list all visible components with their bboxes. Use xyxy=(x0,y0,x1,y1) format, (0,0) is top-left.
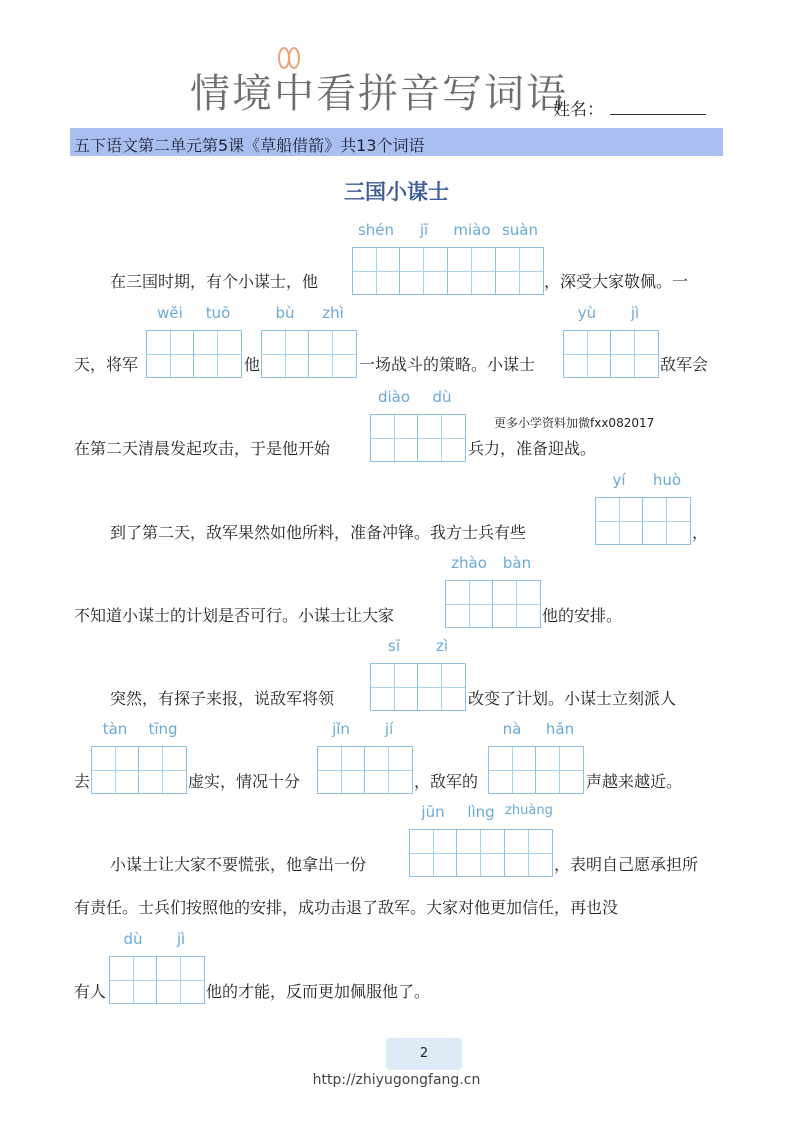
char-box[interactable] xyxy=(157,956,205,1004)
char-box[interactable] xyxy=(611,330,659,378)
text-line-8a: 小谋士让大家不要慌张，他拿出一份 xyxy=(110,855,367,874)
char-box[interactable] xyxy=(317,746,365,794)
text-line-7a: 去 xyxy=(74,772,91,791)
pinyin-row-4 xyxy=(563,304,659,322)
pinyin-row-9 xyxy=(91,720,187,738)
pinyin: jì xyxy=(630,304,640,322)
answer-grid-9[interactable] xyxy=(91,746,187,794)
char-box[interactable] xyxy=(643,497,691,545)
char-box[interactable] xyxy=(418,663,466,711)
answer-grid-6[interactable] xyxy=(595,497,691,545)
char-box[interactable] xyxy=(261,330,309,378)
text-line-2b: 他 xyxy=(244,355,261,374)
pinyin: diào xyxy=(377,388,411,406)
answer-grid-11[interactable] xyxy=(488,746,584,794)
text-line-7c: ，敌军的 xyxy=(414,772,479,791)
char-box[interactable] xyxy=(563,330,611,378)
answer-grid-13[interactable] xyxy=(109,956,205,1004)
pinyin: jì xyxy=(176,930,186,948)
pinyin: sī xyxy=(388,637,400,655)
pinyin: zhuàng xyxy=(505,803,553,818)
pinyin: zhào xyxy=(451,554,487,572)
text-line-2a: 天，将军 xyxy=(74,355,139,374)
text-line-7d: 声越来越近。 xyxy=(586,772,683,791)
pinyin: lìng xyxy=(467,803,495,821)
char-box[interactable] xyxy=(309,330,357,378)
pinyin: tīng xyxy=(148,720,178,738)
text-line-8b: ，表明自己愿承担所 xyxy=(554,855,699,874)
char-box[interactable] xyxy=(418,414,466,462)
char-box[interactable] xyxy=(365,746,413,794)
answer-grid-10[interactable] xyxy=(317,746,413,794)
pinyin: dù xyxy=(432,388,452,406)
char-box[interactable] xyxy=(505,829,553,877)
answer-grid-12[interactable] xyxy=(409,829,553,877)
answer-grid-8[interactable] xyxy=(370,663,466,711)
char-box[interactable] xyxy=(457,829,505,877)
name-field[interactable] xyxy=(610,114,706,115)
char-box[interactable] xyxy=(488,746,536,794)
pinyin: suàn xyxy=(501,221,539,239)
contact-note: 更多小学资料加微fxx082017 xyxy=(494,416,655,430)
text-line-7b: 虚实，情况十分 xyxy=(188,772,301,791)
text-line-1b: ，深受大家敬佩。一 xyxy=(544,272,689,291)
footer-url: http://zhiyugongfang.cn xyxy=(312,1072,481,1088)
char-box[interactable] xyxy=(409,829,457,877)
pinyin: yù xyxy=(577,304,597,322)
text-line-5b: 他的安排。 xyxy=(542,606,623,625)
text-line-6b: 改变了计划。小谋士立刻派人 xyxy=(468,689,677,708)
pinyin-row-8 xyxy=(370,637,466,655)
answer-grid-7[interactable] xyxy=(445,580,541,628)
pinyin: wěi xyxy=(157,304,183,322)
pinyin: shén xyxy=(357,221,395,239)
char-box[interactable] xyxy=(595,497,643,545)
pinyin: miào xyxy=(453,221,491,239)
pinyin-row-13 xyxy=(109,930,205,948)
text-line-6a: 突然，有探子来报，说敌军将领 xyxy=(110,689,335,708)
pinyin: jūn xyxy=(421,803,445,821)
char-box[interactable] xyxy=(370,663,418,711)
char-box[interactable] xyxy=(448,247,496,295)
pinyin: tuō xyxy=(205,304,231,322)
pinyin-row-11 xyxy=(488,720,584,738)
text-line-4a: 到了第二天，敌军果然如他所料，准备冲锋。我方士兵有些 xyxy=(110,523,527,542)
pinyin: tàn xyxy=(102,720,128,738)
page-title: 三国小谋士 xyxy=(344,179,449,204)
char-box[interactable] xyxy=(109,956,157,1004)
pinyin: jī xyxy=(419,221,429,239)
answer-grid-2[interactable] xyxy=(146,330,242,378)
char-box[interactable] xyxy=(139,746,187,794)
pinyin-row-5 xyxy=(370,388,466,406)
text-line-3b: 兵力，准备迎战。 xyxy=(468,439,597,458)
text-line-2c: 一场战斗的策略。小谋士 xyxy=(359,355,536,374)
pinyin-row-7 xyxy=(445,554,541,572)
text-line-1a: 在三国时期，有个小谋士，他 xyxy=(110,272,319,291)
char-box[interactable] xyxy=(493,580,541,628)
char-box[interactable] xyxy=(91,746,139,794)
rabbit-ears-icon xyxy=(272,46,306,72)
pinyin: hǎn xyxy=(545,720,575,738)
pinyin-row-10 xyxy=(317,720,413,738)
char-box[interactable] xyxy=(194,330,242,378)
pinyin: dù xyxy=(123,930,143,948)
pinyin-row-3 xyxy=(261,304,357,322)
lesson-banner-text: 五下语文第二单元第5课《草船借箭》共13个词语 xyxy=(74,136,425,155)
pinyin: huò xyxy=(652,471,682,489)
char-box[interactable] xyxy=(496,247,544,295)
pinyin-row-1 xyxy=(352,221,544,239)
pinyin: zì xyxy=(435,637,449,655)
text-line-10a: 有人 xyxy=(74,982,107,1001)
char-box[interactable] xyxy=(146,330,194,378)
text-line-2d: 敌军会 xyxy=(660,355,709,374)
answer-grid-4[interactable] xyxy=(563,330,659,378)
char-box[interactable] xyxy=(445,580,493,628)
answer-grid-1[interactable] xyxy=(352,247,544,295)
pinyin-row-12 xyxy=(409,803,553,821)
char-box[interactable] xyxy=(370,414,418,462)
pinyin: bù xyxy=(275,304,295,322)
pinyin: bàn xyxy=(502,554,532,572)
text-line-3a: 在第二天清晨发起攻击，于是他开始 xyxy=(74,439,331,458)
pinyin-row-2 xyxy=(146,304,242,322)
pinyin: jǐn xyxy=(332,720,350,738)
answer-grid-5[interactable] xyxy=(370,414,466,462)
text-line-9: 有责任。士兵们按照他的安排，成功击退了敌军。大家对他更加信任，再也没 xyxy=(74,898,619,917)
name-label: 姓名： xyxy=(553,100,604,120)
char-box[interactable] xyxy=(400,247,448,295)
page-number: 2 xyxy=(419,1046,429,1061)
text-line-4b: ， xyxy=(692,523,709,542)
pinyin: nà xyxy=(502,720,522,738)
pinyin: zhì xyxy=(322,304,344,322)
pinyin: jí xyxy=(384,720,394,738)
text-line-5a: 不知道小谋士的计划是否可行。小谋士让大家 xyxy=(74,606,395,625)
char-box[interactable] xyxy=(536,746,584,794)
pinyin: yí xyxy=(612,471,626,489)
logo-title: 情境中看拼音写词语 xyxy=(190,71,568,117)
pinyin-row-6 xyxy=(595,471,691,489)
char-box[interactable] xyxy=(352,247,400,295)
answer-grid-3[interactable] xyxy=(261,330,357,378)
text-line-10b: 他的才能，反而更加佩服他了。 xyxy=(206,982,431,1001)
